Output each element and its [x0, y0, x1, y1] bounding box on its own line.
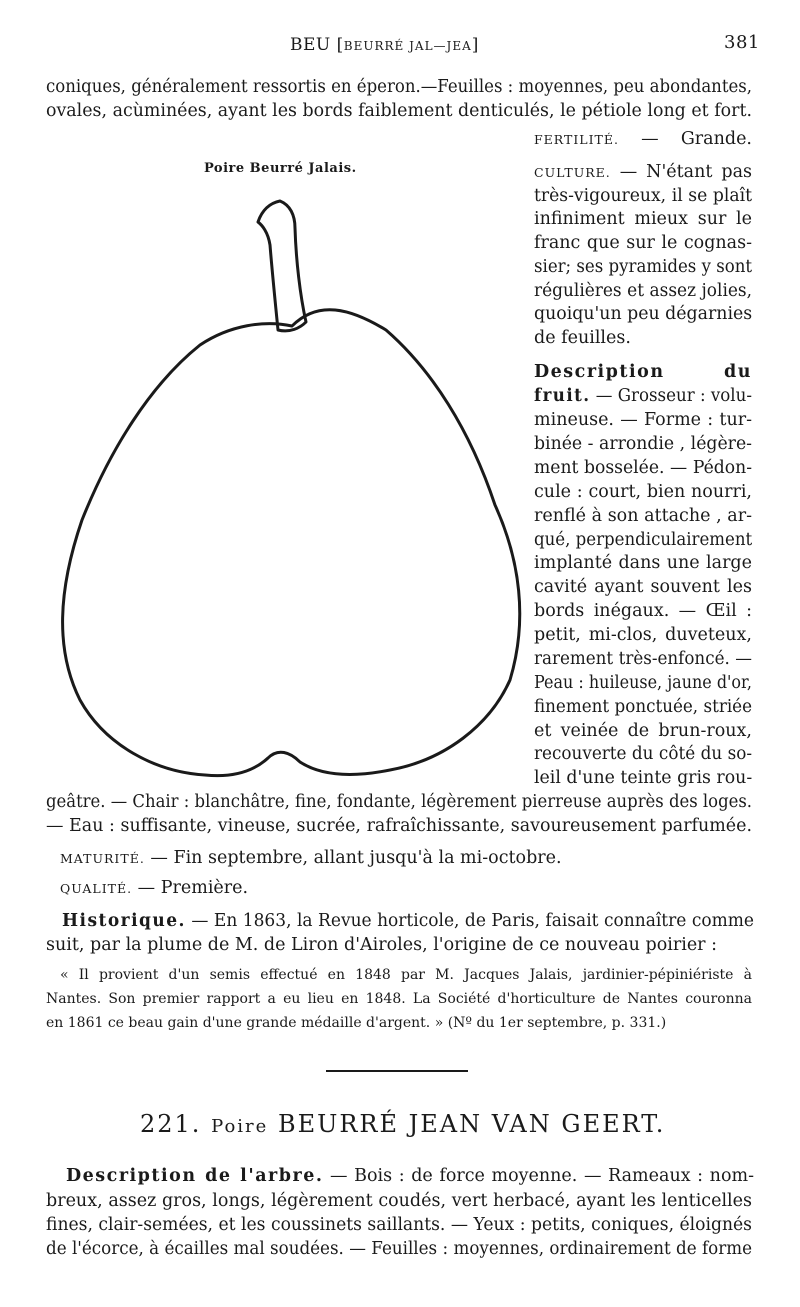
- culture-line-3: infiniment mieux sur le: [534, 209, 752, 229]
- quote-line-1: « Il provient d'un semis effectué en 1848 par M. Jacques Jalais, jardinier-pépiniériste à: [60, 967, 752, 983]
- desc-line-6: renflé à son attache , ar-: [534, 506, 752, 526]
- running-head-prefix: BEU [: [290, 35, 344, 55]
- historique-label: Historique.: [62, 911, 186, 931]
- culture-line-5: sier; ses pyramides y sont: [534, 257, 753, 277]
- culture-text-1: — N'étant pas: [610, 162, 752, 182]
- culture-line-1: [534, 161, 752, 184]
- desc-fruit-heading: [534, 361, 752, 383]
- desc-line-9: cavité ayant souvent les: [534, 577, 752, 597]
- text-line-mid-1: geâtre. — Chair : blanchâtre, fine, fondante, légèrement pierreuse auprès des loges.: [46, 792, 753, 812]
- desc-line-7: qué, perpendiculairement: [534, 530, 753, 550]
- section-title-221: [140, 1110, 665, 1138]
- qualite-text: — Première.: [132, 878, 249, 898]
- culture-label: CULTURE.: [534, 165, 611, 180]
- desc-line-12: rarement très-enfoncé. —: [534, 649, 752, 669]
- text-line-top-2: ovales, acùminées, ayant les bords faiblement denticulés, le pétiole long et fort.: [46, 101, 752, 121]
- desc-line-17: leil d'une teinte gris rou-: [534, 768, 753, 788]
- page-number: 381: [724, 32, 760, 53]
- maturite-line: [60, 847, 752, 870]
- running-head-range: BEURRÉ JAL—JEA: [343, 39, 472, 53]
- desc-line-4: ment bosselée. — Pédon-: [534, 458, 752, 478]
- desc-line-15: et veinée de brun-roux,: [534, 721, 752, 741]
- fertilite-text: — Grande.: [618, 129, 752, 149]
- qualite-label: QUALITÉ.: [60, 881, 133, 896]
- culture-line-7: quoiqu'un peu dégarnies: [534, 304, 753, 324]
- fertilite-label: FERTILITÉ.: [534, 132, 619, 147]
- arbre-line-1: [66, 1165, 754, 1187]
- section-number: 221.: [140, 1110, 202, 1138]
- historique-text-1: — En 1863, la Revue horticole, de Paris, faisait connaître comme: [185, 911, 755, 931]
- desc-line-2: mineuse. — Forme : tur-: [534, 410, 752, 430]
- desc-fruit-label-2: fruit.: [534, 386, 591, 406]
- culture-line-8: de feuilles.: [534, 328, 631, 348]
- maturite-text: — Fin septembre, allant jusqu'à la mi-octobre.: [144, 848, 562, 868]
- quote-line-2: Nantes. Son premier rapport a eu lieu en 1848. La Société d'horticulture de Nantes couronna: [46, 991, 752, 1007]
- arbre-label: Description de l'arbre.: [66, 1166, 324, 1186]
- quote-line-3: en 1861 ce beau gain d'une grande médaille d'argent. » (Nº du 1er septembre, p. 331.): [46, 1015, 667, 1031]
- maturite-label: MATURITÉ.: [60, 851, 145, 866]
- arbre-line-2: breux, assez gros, longs, légèrement coudés, vert herbacé, ayant les lenticelles: [46, 1191, 752, 1211]
- culture-line-2: très-vigoureux, il se plaît: [534, 186, 752, 206]
- desc-line-1: [534, 385, 752, 407]
- desc-line-13: Peau : huileuse, jaune d'or,: [534, 673, 752, 693]
- section-poire: Poire: [211, 1116, 269, 1137]
- section-divider: [326, 1070, 468, 1072]
- desc-line-11: petit, mi-clos, duveteux,: [534, 625, 752, 645]
- culture-line-6: régulières et assez jolies,: [534, 281, 752, 301]
- desc-line-14: finement ponctuée, striée: [534, 697, 752, 717]
- desc-line-16: recouverte du côté du so-: [534, 744, 752, 764]
- historique-line-2: suit, par la plume de M. de Liron d'Airoles, l'origine de ce nouveau poirier :: [46, 935, 717, 955]
- arbre-line-4: de l'écorce, à écailles mal soudées. — Feuilles : moyennes, ordinairement de forme: [46, 1239, 752, 1259]
- desc-line-3: binée - arrondie , légère-: [534, 434, 752, 454]
- arbre-text-1: — Bois : de force moyenne. — Rameaux : nom-: [323, 1166, 754, 1186]
- desc-line-8: implanté dans une large: [534, 553, 752, 573]
- fertilite-line: [534, 128, 752, 151]
- culture-line-4: franc que sur le cognas-: [534, 233, 752, 253]
- text-line-top-1: coniques, généralement ressortis en éperon.—Feuilles : moyennes, peu abondantes,: [46, 77, 753, 97]
- section-name: BEURRÉ JEAN VAN GEERT.: [277, 1110, 666, 1138]
- qualite-line: [60, 877, 752, 900]
- historique-line-1: [62, 910, 754, 932]
- desc-fruit-label-1: Description du: [534, 362, 752, 382]
- desc-line-10: bords inégaux. — Œil :: [534, 601, 752, 621]
- running-head-suffix: ]: [471, 35, 479, 55]
- figure-caption: Poire Beurré Jalais.: [204, 161, 357, 176]
- desc-text-1: — Grosseur : volu-: [590, 386, 752, 406]
- desc-line-5: cule : court, bien nourri,: [534, 482, 752, 502]
- text-line-mid-2: — Eau : suffisante, vineuse, sucrée, rafraîchissante, savoureusement parfumée.: [46, 816, 752, 836]
- arbre-line-3: fines, clair-semées, et les coussinets saillants. — Yeux : petits, coniques, éloignés: [46, 1215, 752, 1235]
